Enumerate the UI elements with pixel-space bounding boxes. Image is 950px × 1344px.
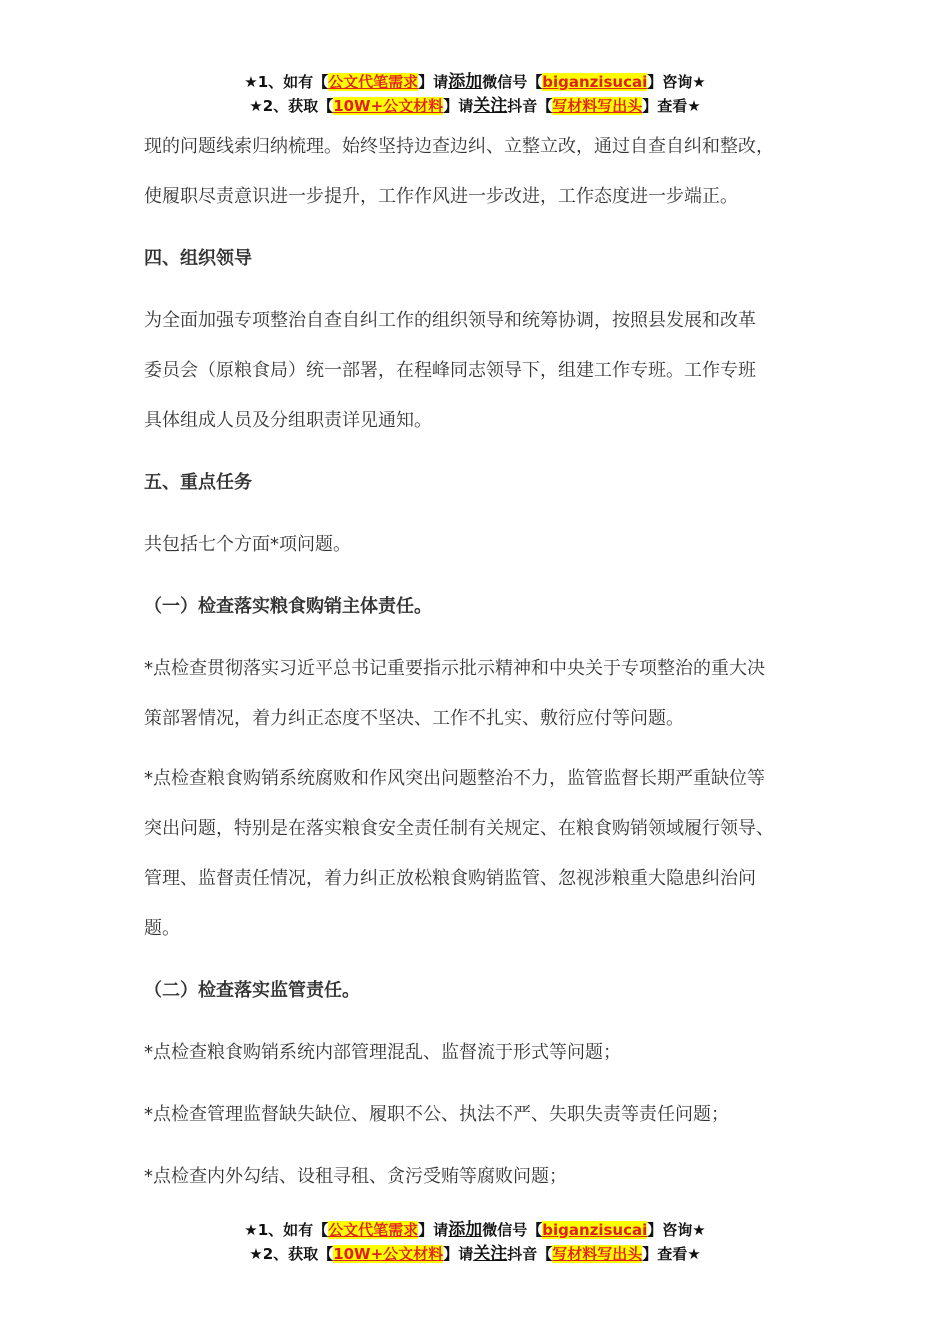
text-line: 管理、监督责任情况，着力纠正放松粮食购销监管、忽视涉粮重大隐患纠治问 — [144, 868, 756, 889]
banner-text: 】请 — [418, 1221, 449, 1239]
text-line: 共包括七个方面*项问题。 — [144, 534, 351, 555]
banner-highlight: 10W+公文材料 — [333, 97, 444, 115]
banner-text: 】请 — [443, 1245, 474, 1263]
banner-highlight: 10W+公文材料 — [333, 1245, 444, 1263]
banner-emphasis: 添加 — [448, 1220, 483, 1240]
banner-text: 微信号【 — [482, 1221, 543, 1239]
banner-line-2 — [0, 1242, 950, 1266]
text-line: 现的问题线索归纳梳理。始终坚持边查边纠、立整立改，通过自查自纠和整改， — [144, 136, 774, 157]
text-line: *点检查粮食购销系统内部管理混乱、监督流于形式等问题； — [144, 1042, 621, 1063]
banner-highlight: biganzisucai — [542, 1221, 648, 1239]
text-line: *点检查管理监督缺失缺位、履职不公、执法不严、失职失责等责任问题； — [144, 1104, 729, 1125]
banner-text: 】请 — [443, 97, 474, 115]
banner-emphasis: 添加 — [448, 72, 483, 92]
text-line: *点检查贯彻落实习近平总书记重要指示批示精神和中央关于专项整治的重大决 — [144, 658, 765, 679]
banner-line-1 — [0, 70, 950, 94]
banner-highlight: 公文代笔需求 — [328, 1221, 419, 1239]
subsection-heading: （一）检查落实粮食购销主体责任。 — [144, 596, 432, 617]
banner-emphasis: 关注 — [473, 96, 508, 116]
banner-line-2 — [0, 94, 950, 118]
banner-highlight: biganzisucai — [542, 73, 648, 91]
banner-text: ★1、如有【 — [244, 1221, 329, 1239]
text-line: 突出问题，特别是在落实粮食安全责任制有关规定、在粮食购销领域履行领导、 — [144, 818, 774, 839]
banner-highlight: 写材料写出头 — [552, 97, 643, 115]
banner-text: 】查看★ — [642, 97, 701, 115]
text-line: 具体组成人员及分组职责详见通知。 — [144, 410, 432, 431]
bottom-banner — [0, 1218, 950, 1266]
section-heading: 四、组织领导 — [144, 248, 252, 269]
text-line: 委员会（原粮食局）统一部署，在程峰同志领导下，组建工作专班。工作专班 — [144, 360, 756, 381]
banner-emphasis: 关注 — [473, 1244, 508, 1264]
text-line: 为全面加强专项整治自查自纠工作的组织领导和统筹协调，按照县发展和改革 — [144, 310, 756, 331]
banner-text: 】咨询★ — [647, 1221, 706, 1239]
banner-text: 抖音【 — [507, 1245, 553, 1263]
banner-text: 抖音【 — [507, 97, 553, 115]
text-line: 使履职尽责意识进一步提升，工作作风进一步改进，工作态度进一步端正。 — [144, 186, 738, 207]
banner-highlight: 写材料写出头 — [552, 1245, 643, 1263]
banner-text: 】查看★ — [642, 1245, 701, 1263]
text-line: 题。 — [144, 918, 180, 939]
banner-text: 】咨询★ — [647, 73, 706, 91]
subsection-heading: （二）检查落实监管责任。 — [144, 980, 360, 1001]
section-heading: 五、重点任务 — [144, 472, 252, 493]
banner-text: ★2、获取【 — [249, 97, 334, 115]
banner-highlight: 公文代笔需求 — [328, 73, 419, 91]
banner-text: ★2、获取【 — [249, 1245, 334, 1263]
text-line: *点检查内外勾结、设租寻租、贪污受贿等腐败问题； — [144, 1166, 567, 1187]
banner-text: 微信号【 — [482, 73, 543, 91]
text-line: 策部署情况，着力纠正态度不坚决、工作不扎实、敷衍应付等问题。 — [144, 708, 684, 729]
banner-text: 】请 — [418, 73, 449, 91]
text-line: *点检查粮食购销系统腐败和作风突出问题整治不力，监管监督长期严重缺位等 — [144, 768, 765, 789]
banner-line-1 — [0, 1218, 950, 1242]
top-banner — [0, 70, 950, 118]
banner-text: ★1、如有【 — [244, 73, 329, 91]
